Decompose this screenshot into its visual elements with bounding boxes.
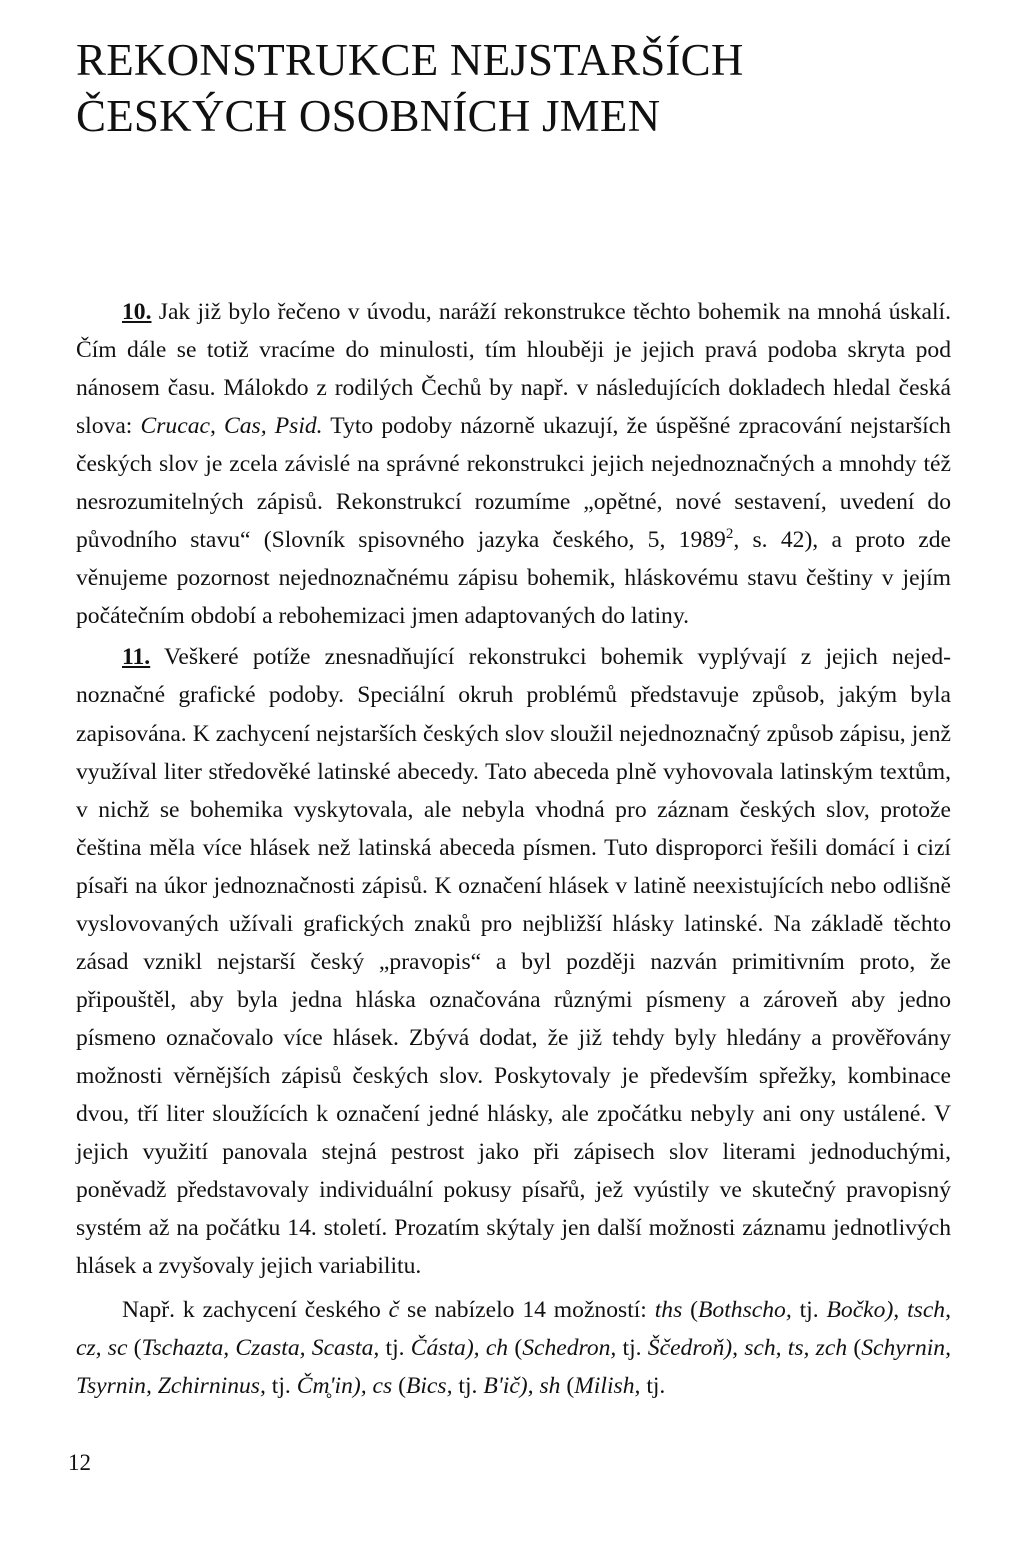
italic-run: tsch, cz, sc [76,1297,951,1362]
paragraph-text: Veškeré potíže znesnadňující rekonstrukci bohemik vyplývají z jejich nejednoznačné grafické podoby. Speciální okruh problémů představuje způsob, jakým byla zapisována. K zachycení nejstarších českých slov sloužil nejednoznačný způsob zápisu, jenž využíval liter středověké latinské abecedy. Tato abeceda plně vyhovovala latinským textům, v nichž se bohemika vyskytovala, ale nebyla vhodná pro záznam českých slov, protože čeština měla více hlásek než latinská abeceda písmen. Tuto disproporci řešili domácí i cizí písaři na úkor jednoznačnosti zápisů. K označení hlásek v latině neexistujících nebo odlišně vyslovovaných užívali grafických znaků pro nejbližší hlásky latinské. Na základě těchto zásad vznikl nejstarší český „pravopis“ a byl později nazván primitivním proto, že připouštěl, aby byla jedna hláska označována různými písmeny a zároveň aby jedno písmeno označovalo více hlásek. Zbývá dodat, že již tehdy byly hledány a prověřovány možnosti věrnějších zápisů českých slov. Poskytovaly je především spřežky, kombinace dvou, tří liter sloužících k označení jedné hlásky, ale zpočátku nebyly ani ony ustálené. V jejich využití panovala stejná pestrost jako při zápisech slov literami jednoduchými, poněvadž představovaly individuální pokusy písařů, jež vyústily ve skutečný pravopisný systém až na počátku 14. století. Prozatím skýtaly jen další možnosti záznamu jednotlivých hlásek a zvyšovaly jejich variabilitu. [76,644,951,1280]
text-run: ( [127,1335,142,1362]
text-run: tj. [379,1335,411,1362]
italic-run: Tschazta, Czasta, Scasta, [141,1335,380,1362]
paragraph-number: 11. [122,644,151,671]
text-run: tj. [791,1297,827,1324]
paragraph-12 [76,1291,951,1405]
italic-run: B'ič), [483,1373,534,1400]
text-run: ( [560,1373,575,1400]
italic-examples: Crucac, Cas, Psid. [140,413,323,440]
italic-run: Schedron, [522,1335,617,1362]
italic-run: Čm̥'in), [296,1373,367,1400]
edition-superscript: 2 [725,526,734,543]
italic-run: sch, ts, zch [744,1335,848,1362]
paragraph-number: 10. [122,299,152,325]
text-run: tj. [265,1373,297,1400]
text-run: ( [682,1297,699,1324]
chapter-title-line-2: ČESKÝCH OSOBNÍCH JMEN [76,91,661,141]
text-run: Např. k zachycení českého [122,1297,389,1324]
page-number: 12 [68,1450,91,1475]
italic-run: Schyrnin, Tsyrnin, Zchirninus, [76,1335,951,1400]
italic-run: Bics, [405,1373,453,1400]
italic-run: cs [372,1373,393,1400]
text-run: ( [847,1335,862,1362]
paragraph-text: Jak již bylo řečeno v úvodu, naráží rekonstrukce těchto bohemik na mnohá úskalí. Čím dále se totiž vracíme do minulosti, tím hlouběji je jejich pravá podoba skryta pod nánosem času. Málokdo z rodilých Čechů by např. v následujících dokladech hledal česká slova: [76,299,951,440]
italic-run: sh [539,1373,561,1400]
chapter-title-line-1: REKONSTRUKCE NEJSTARŠÍCH [76,35,744,85]
italic-run: Bothscho, [698,1297,792,1324]
paragraph-10 [76,293,951,635]
italic-run: Bočko), [826,1297,900,1324]
italic-run: Částa), [410,1335,480,1362]
text-run: tj. [640,1373,666,1400]
text-run [899,1297,907,1323]
chapter-title [76,32,956,144]
body-text [76,293,951,1405]
text-run: tj. [452,1373,484,1400]
paragraph-text: Tyto podoby názorně ukazují, že úspěšné zpracování nejstarších českých slov je zcela závislé na správné rekonstrukci jejich nejednoznačných a mnohdy též nesrozumitelných zápisů. Rekonstrukcí rozumíme „opětné, nové sestavení, uvedení do původního stavu“ (Slovník spisovného jazyka českého, 5, 1989 [76,413,951,554]
paragraph-11 [76,638,951,1285]
paragraph-text: , s. 42), a proto zde věnujeme pozornost nejednoznačnému zápisu bohemik, hláskovému stavu češtiny v jejím počátečním období a rebohemizaci jmen adaptovaných do latiny. [76,527,952,630]
italic-run: č [388,1297,400,1324]
italic-run: Ščedroň), [647,1335,738,1362]
text-run: tj. [616,1335,648,1362]
text-run: ( [392,1373,406,1400]
italic-run: ch [485,1335,509,1362]
text-run: ( [508,1335,523,1362]
italic-run: ths [654,1297,683,1324]
text-run: se nabízelo 14 možností: [399,1297,655,1324]
italic-run: Milish, [574,1373,641,1400]
